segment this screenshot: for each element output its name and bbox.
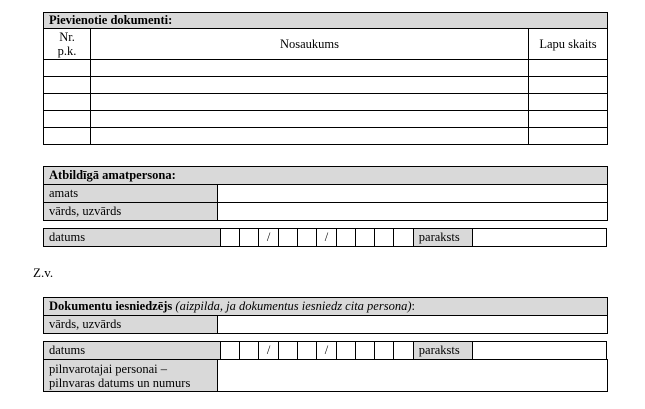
submitter-date-digit[interactable] [220,342,239,360]
official-name-label: vārds, uzvārds [44,203,218,221]
submitter-date-section [43,341,607,392]
submitter-date-separator: / [259,342,278,360]
submitter-title-colon: : [411,299,415,313]
authorized-label: pilnvarotajai personai – pilnvaras datums un numurs [44,360,218,392]
document-nr-cell[interactable] [44,60,91,77]
document-row [44,94,608,111]
column-pages-header: Lapu skaits [529,29,608,60]
column-name-header: Nosaukums [91,29,529,60]
submitter-date-digit[interactable] [394,342,413,360]
official-date-digit[interactable] [336,229,355,247]
column-nr-header: Nr. p.k. [44,29,91,60]
official-date-digit[interactable] [220,229,239,247]
attached-documents-title: Pievienotie dokumenti: [44,13,608,29]
official-date-digit[interactable] [355,229,374,247]
stamp-placeholder: Z.v. [33,265,54,280]
official-date-digit[interactable] [394,229,413,247]
official-name-field[interactable] [218,203,608,221]
official-position-field[interactable] [218,185,608,203]
document-row [44,111,608,128]
official-signature-label: paraksts [413,229,472,247]
official-date-digit[interactable] [375,229,394,247]
document-row [44,128,608,145]
official-date-table [43,228,607,247]
submitter-date-table [43,341,607,360]
official-date-digit[interactable] [298,229,317,247]
submitter-date-digit[interactable] [336,342,355,360]
document-nr-cell[interactable] [44,111,91,128]
submitter-date-label: datums [44,342,221,360]
official-date-row [43,228,607,247]
official-title: Atbildīgā amatpersona: [44,167,608,185]
submitter-signature-label: paraksts [413,342,472,360]
attached-documents-table [43,12,608,145]
document-name-cell[interactable] [91,77,529,94]
official-date-digit[interactable] [278,229,297,247]
official-position-label: amats [44,185,218,203]
document-row [44,60,608,77]
document-pages-cell[interactable] [529,94,608,111]
submitter-date-digit[interactable] [278,342,297,360]
official-table [43,166,608,221]
submitter-title-cell [44,298,608,316]
document-pages-cell[interactable] [529,128,608,145]
official-section [43,166,607,221]
document-nr-cell[interactable] [44,77,91,94]
submitter-name-label: vārds, uzvārds [44,316,218,334]
submitter-section [43,297,607,334]
submitter-date-digit[interactable] [298,342,317,360]
official-date-separator: / [317,229,336,247]
document-row [44,77,608,94]
submitter-date-separator: / [317,342,336,360]
document-nr-cell[interactable] [44,94,91,111]
official-date-digit[interactable] [240,229,259,247]
submitter-name-field[interactable] [218,316,608,334]
document-pages-cell[interactable] [529,111,608,128]
official-date-separator: / [259,229,278,247]
document-name-cell[interactable] [91,94,529,111]
submitter-date-digit[interactable] [240,342,259,360]
attached-documents-section [43,12,607,145]
submitter-title: Dokumentu iesniedzējs [49,299,173,313]
authorized-field[interactable] [218,360,608,392]
authorized-table [43,359,608,392]
official-signature-field[interactable] [472,229,606,247]
official-date-label: datums [44,229,221,247]
document-nr-cell[interactable] [44,128,91,145]
document-name-cell[interactable] [91,60,529,77]
submitter-signature-field[interactable] [472,342,606,360]
submitter-title-note: (aizpilda, ja dokumentus iesniedz cita persona) [175,299,412,313]
document-pages-cell[interactable] [529,77,608,94]
submitter-date-digit[interactable] [375,342,394,360]
document-pages-cell[interactable] [529,60,608,77]
submitter-date-digit[interactable] [355,342,374,360]
document-name-cell[interactable] [91,128,529,145]
document-name-cell[interactable] [91,111,529,128]
submitter-table [43,297,608,334]
